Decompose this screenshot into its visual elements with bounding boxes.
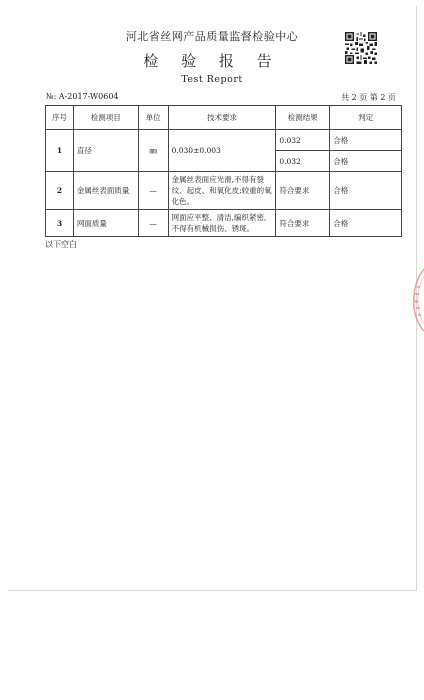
row-result: 0.032	[276, 151, 330, 172]
seal-stamp	[402, 264, 424, 336]
report-title-en: Test Report	[181, 74, 243, 85]
row-item: 网面质量	[73, 210, 138, 237]
row-result: 符合要求	[276, 172, 330, 210]
row-unit: —	[138, 210, 168, 237]
report-number: №: A-2017-W0604	[46, 92, 119, 101]
col-header-requirement: 技术要求	[168, 106, 276, 130]
table-row	[46, 130, 402, 151]
table-row	[46, 210, 402, 237]
row-no: 2	[46, 172, 74, 210]
table-header-row	[46, 106, 402, 130]
row-no: 3	[46, 210, 74, 237]
table-row	[46, 172, 402, 210]
report-title-cn: 检 验 报 告	[143, 52, 281, 70]
row-no: 1	[46, 130, 74, 172]
row-requirement: 金属丝表面应光滑,不得有裂纹、起皮、和氧化皮;较重的氧化色。	[168, 172, 276, 210]
report-page	[8, 6, 417, 591]
col-header-unit: 单位	[138, 106, 168, 130]
row-item: 金属丝表面质量	[73, 172, 138, 210]
row-requirement: 0.030±0.003	[168, 130, 276, 172]
row-requirement: 网面应平整、清洁,编织紧密,不得有机械损伤、锈斑。	[168, 210, 276, 237]
col-header-no: 序号	[46, 106, 74, 130]
row-verdict: 合格	[330, 172, 402, 210]
row-verdict: 合格	[330, 210, 402, 237]
qr-code-icon	[345, 32, 377, 64]
col-header-item: 检测项目	[73, 106, 138, 130]
col-header-verdict: 判定	[330, 106, 402, 130]
row-result: 0.032	[276, 130, 330, 151]
organization-name: 河北省丝网产品质量监督检验中心	[125, 30, 299, 43]
results-table	[45, 105, 402, 237]
row-item: 直径	[73, 130, 138, 172]
col-header-result: 检测结果	[276, 106, 330, 130]
row-unit: —	[138, 172, 168, 210]
blank-below-note: 以下空白	[45, 240, 77, 249]
row-verdict: 合格	[330, 130, 402, 151]
row-result: 符合要求	[276, 210, 330, 237]
page-info: 共 2 页 第 2 页	[341, 93, 396, 102]
row-verdict: 合格	[330, 151, 402, 172]
row-unit: ㎜	[138, 130, 168, 172]
